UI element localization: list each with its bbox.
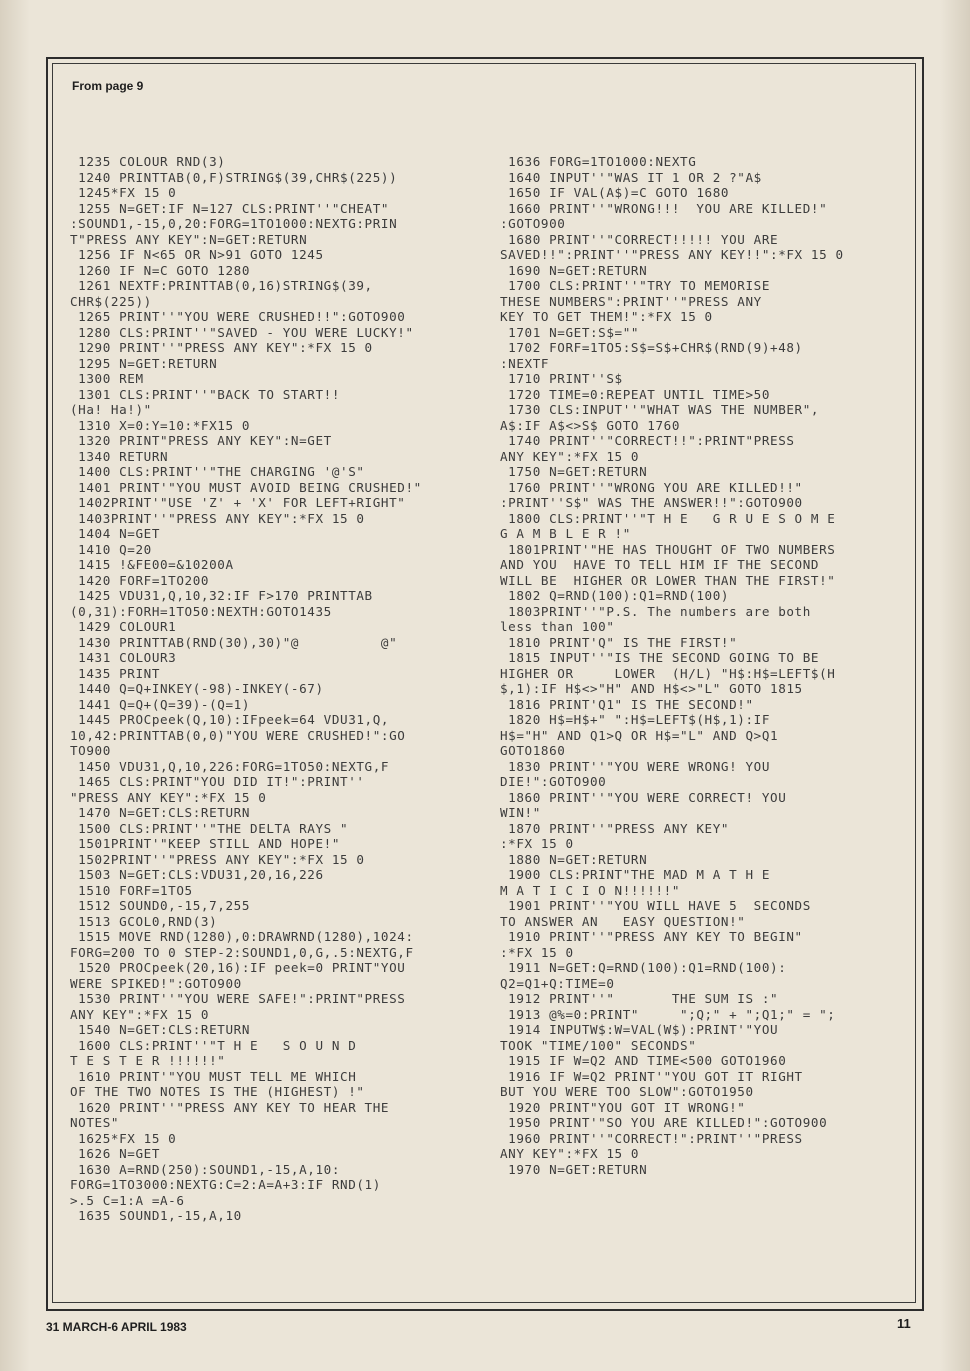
continuation-label: From page 9: [72, 79, 144, 93]
page-number: 11: [897, 1316, 911, 1331]
code-listing-left-column: 1235 COLOUR RND(3) 1240 PRINTTAB(0,F)STRING$(39,CHR$(225)) 1245*FX 15 0 1255 N=GET:IF N=127 CLS:PRINT''"CHEAT" :SOUND1,-15,0,20:FORG=1TO1000:NEXTG:PRIN T"PRESS ANY KEY":N=GET:RETURN 1256 IF N<65 OR N>91 GOTO 1245 1260 IF N=C GOTO 1280 1261 NEXTF:PRINTTAB(0,16)STRING$(39, CHR$(225)) 1265 PRINT''"YOU WERE CRUSHED!!":GOTO900 1280 CLS:PRINT''"SAVED - YOU WERE LUCKY!" 1290 PRINT''"PRESS ANY KEY":*FX 15 0 1295 N=GET:RETURN 1300 REM 1301 CLS:PRINT''"BACK TO START!! (Ha! Ha!)" 1310 X=0:Y=10:*FX15 0 1320 PRINT"PRESS ANY KEY":N=GET 1340 RETURN 1400 CLS:PRINT''"THE CHARGING '@'S" 1401 PRINT'"YOU MUST AVOID BEING CRUSHED!" 1402PRINT'"USE 'Z' + 'X' FOR LEFT+RIGHT" 1403PRINT''"PRESS ANY KEY":*FX 15 0 1404 N=GET 1410 Q=20 1415 !&FE00=&10200A 1420 FORF=1TO200 1425 VDU31,Q,10,32:IF F>170 PRINTTAB (0,31):FORH=1TO50:NEXTH:GOTO1435 1429 COLOUR1 1430 PRINTTAB(RND(30),30)"@ @" 1431 COLOUR3 1435 PRINT 1440 Q=Q+INKEY(-98)-INKEY(-67) 1441 Q=Q+(Q=39)-(Q=1) 1445 PROCpeek(Q,10):IFpeek=64 VDU31,Q, 10,42:PRINTTAB(0,0)"YOU WERE CRUSHED!":GO TO900 1450 VDU31,Q,10,226:FORG=1TO50:NEXTG,F 1465 CLS:PRINT"YOU DID IT!":PRINT'' "PRESS ANY KEY":*FX 15 0 1470 N=GET:CLS:RETURN 1500 CLS:PRINT''"THE DELTA RAYS " 1501PRINT'"KEEP STILL AND HOPE!" 1502PRINT''"PRESS ANY KEY":*FX 15 0 1503 N=GET:CLS:VDU31,20,16,226 1510 FORF=1TO5 1512 SOUND0,-15,7,255 1513 GCOL0,RND(3) 1515 MOVE RND(1280),0:DRAWRND(1280),1024: FORG=200 TO 0 STEP-2:SOUND1,0,G,.5:NEXTG,F 1520 PROCpeek(20,16):IF peek=0 PRINT"YOU WERE SPIKED!":GOTO900 1530 PRINT''"YOU WERE SAFE!":PRINT"PRESS ANY KEY":*FX 15 0 1540 N=GET:CLS:RETURN 1600 CLS:PRINT''"T H E S O U N D T E S T E R !!!!!!" 1610 PRINT'"YOU MUST TELL ME WHICH OF THE TWO NOTES IS THE (HIGHEST) !" 1620 PRINT''"PRESS ANY KEY TO HEAR THE NOTES" 1625*FX 15 0 1626 N=GET 1630 A=RND(250):SOUND1,-15,A,10: FORG=1TO3000:NEXTG:C=2:A=A+3:IF RND(1) >.5 C=1:A =A-6 1635 SOUND1,-15,A,10: [70, 154, 422, 1223]
code-listing-right-column: 1636 FORG=1TO1000:NEXTG 1640 INPUT''"WAS IT 1 OR 2 ?"A$ 1650 IF VAL(A$)=C GOTO 1680 1660 PRINT''"WRONG!!! YOU ARE KILLED!" :GOTO900 1680 PRINT''"CORRECT!!!!! YOU ARE SAVED!!":PRINT''"PRESS ANY KEY!!":*FX 15 0 1690 N=GET:RETURN 1700 CLS:PRINT''"TRY TO MEMORISE THESE NUMBERS":PRINT''"PRESS ANY KEY TO GET THEM!":*FX 15 0 1701 N=GET:S$="" 1702 FORF=1TO5:S$=S$+CHR$(RND(9)+48) :NEXTF 1710 PRINT''S$ 1720 TIME=0:REPEAT UNTIL TIME>50 1730 CLS:INPUT''"WHAT WAS THE NUMBER", A$:IF A$<>S$ GOTO 1760 1740 PRINT''"CORRECT!!":PRINT"PRESS ANY KEY":*FX 15 0 1750 N=GET:RETURN 1760 PRINT''"WRONG YOU ARE KILLED!!" :PRINT''S$" WAS THE ANSWER!!":GOTO900 1800 CLS:PRINT''"T H E G R U E S O M E G A M B L E R !" 1801PRINT'"HE HAS THOUGHT OF TWO NUMBERS AND YOU HAVE TO TELL HIM IF THE SECOND WILL BE HIGHER OR LOWER THAN THE FIRST!" 1802 Q=RND(100):Q1=RND(100) 1803PRINT''"P.S. The numbers are both less than 100" 1810 PRINT'Q" IS THE FIRST!" 1815 INPUT''"IS THE SECOND GOING TO BE HIGHER OR LOWER (H/L) "H$:H$=LEFT$(H $,1):IF H$<>"H" AND H$<>"L" GOTO 1815 1816 PRINT'Q1" IS THE SECOND!" 1820 H$=H$+" ":H$=LEFT$(H$,1):IF H$="H" AND Q1>Q OR H$="L" AND Q>Q1 GOTO1860 1830 PRINT''"YOU WERE WRONG! YOU DIE!":GOTO900 1860 PRINT''"YOU WERE CORRECT! YOU WIN!" 1870 PRINT''"PRESS ANY KEY" :*FX 15 0 1880 N=GET:RETURN 1900 CLS:PRINT"THE MAD M A T H E M A T I C I O N!!!!!!" 1901 PRINT''"YOU WILL HAVE 5 SECONDS TO ANSWER AN EASY QUESTION!" 1910 PRINT''"PRESS ANY KEY TO BEGIN" :*FX 15 0 1911 N=GET:Q=RND(100):Q1=RND(100): Q2=Q1+Q:TIME=0 1912 PRINT''" THE SUM IS :" 1913 @%=0:PRINT" ";Q;" + ";Q1;" = "; 1914 INPUTW$:W=VAL(W$):PRINT'"YOU TOOK "TIME/100" SECONDS" 1915 IF W=Q2 AND TIME<500 GOTO1960 1916 IF W=Q2 PRINT'"YOU GOT IT RIGHT BUT YOU WERE TOO SLOW":GOTO1950 1920 PRINT"YOU GOT IT WRONG!" 1950 PRINT'"SO YOU ARE KILLED!":GOTO900 1960 PRINT''"CORRECT!":PRINT''"PRESS ANY KEY":*FX 15 0 1970 N=GET:RETURN: [500, 154, 844, 1177]
issue-date: 31 MARCH-6 APRIL 1983: [46, 1320, 187, 1334]
